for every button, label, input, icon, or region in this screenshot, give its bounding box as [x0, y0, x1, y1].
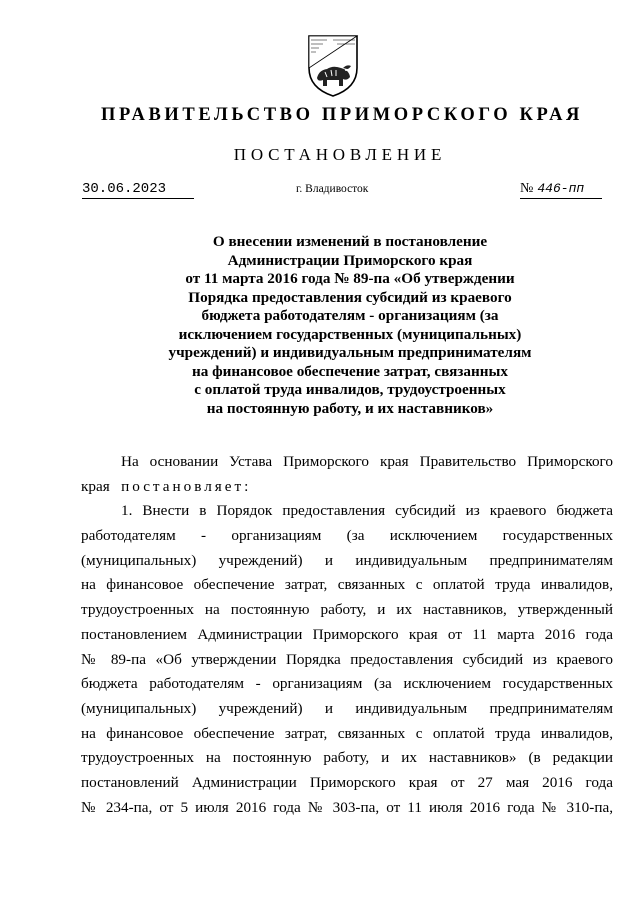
title-line: Администрации Приморского края	[227, 251, 473, 269]
title-line: Порядка предоставления субсидий из краевого	[188, 288, 512, 306]
document-city: г. Владивосток	[296, 183, 369, 195]
title-line: на финансовое обеспечение затрат, связанных	[192, 362, 508, 380]
preamble-prefix: края	[81, 477, 110, 495]
preamble-line: На основании Устава Приморского края Правительство Приморского	[121, 453, 613, 470]
document-body	[81, 450, 613, 820]
decree-word: постановляет:	[121, 477, 252, 495]
title-line: исключением государственных (муниципальных)	[178, 325, 522, 343]
paragraph-line: № 89-па «Об утверждении Порядка предоставления субсидий из краевого	[81, 650, 613, 668]
title-line: учреждений) и индивидуальным предпринимателям	[168, 344, 532, 361]
document-date: 30.06.2023	[82, 181, 194, 199]
number-value: 446-пп	[537, 181, 585, 196]
number-label: №	[520, 181, 534, 196]
organization-name: ПРАВИТЕЛЬСТВО ПРИМОРСКОГО КРАЯ	[100, 105, 583, 125]
paragraph-line: трудоустроенных на постоянную работу, и их наставников, утвержденный	[81, 601, 613, 619]
paragraph-line: постановлений Администрации Приморского края от 27 мая 2016 года	[81, 773, 613, 791]
paragraph-line: № 234-па, от 5 июля 2016 года № 303-па, от 11 июля 2016 года № 310-па,	[81, 798, 613, 816]
paragraph-line: трудоустроенных на постоянную работу, и их наставников» (в редакции	[81, 749, 613, 767]
preamble-line	[81, 475, 613, 500]
title-line: с оплатой труда инвалидов, трудоустроенных	[194, 381, 506, 398]
paragraph-line: 1. Внести в Порядок предоставления субсидий из краевого бюджета	[121, 502, 613, 520]
title-line: О внесении изменений в постановление	[212, 233, 488, 250]
paragraph-line: работодателям - организациям (за исключением государственных	[81, 527, 613, 545]
paragraph-line: на финансовое обеспечение затрат, связанных с оплатой труда инвалидов,	[81, 576, 613, 594]
coat-of-arms-icon	[303, 32, 363, 98]
paragraph-line: (муниципальных) учреждений) и индивидуальным предпринимателям	[81, 699, 613, 717]
paragraph-line: постановлением Администрации Приморского края от 11 марта 2016 года	[81, 625, 613, 643]
title-line: бюджета работодателям - организациям (за	[201, 307, 499, 324]
title-line: на постоянную работу, и их наставников»	[206, 399, 494, 417]
title-line: от 11 марта 2016 года № 89-па «Об утверждении	[185, 270, 515, 287]
paragraph-line: (муниципальных) учреждений) и индивидуальным предпринимателям	[81, 551, 613, 569]
document-type: ПОСТАНОВЛЕНИЕ	[233, 145, 447, 164]
paragraph-line: на финансовое обеспечение затрат, связанных с оплатой труда инвалидов,	[81, 724, 613, 742]
document-number	[520, 181, 602, 199]
paragraph-line: бюджета работодателям - организациям (за исключением государственных	[81, 675, 613, 693]
document-title	[120, 233, 580, 418]
